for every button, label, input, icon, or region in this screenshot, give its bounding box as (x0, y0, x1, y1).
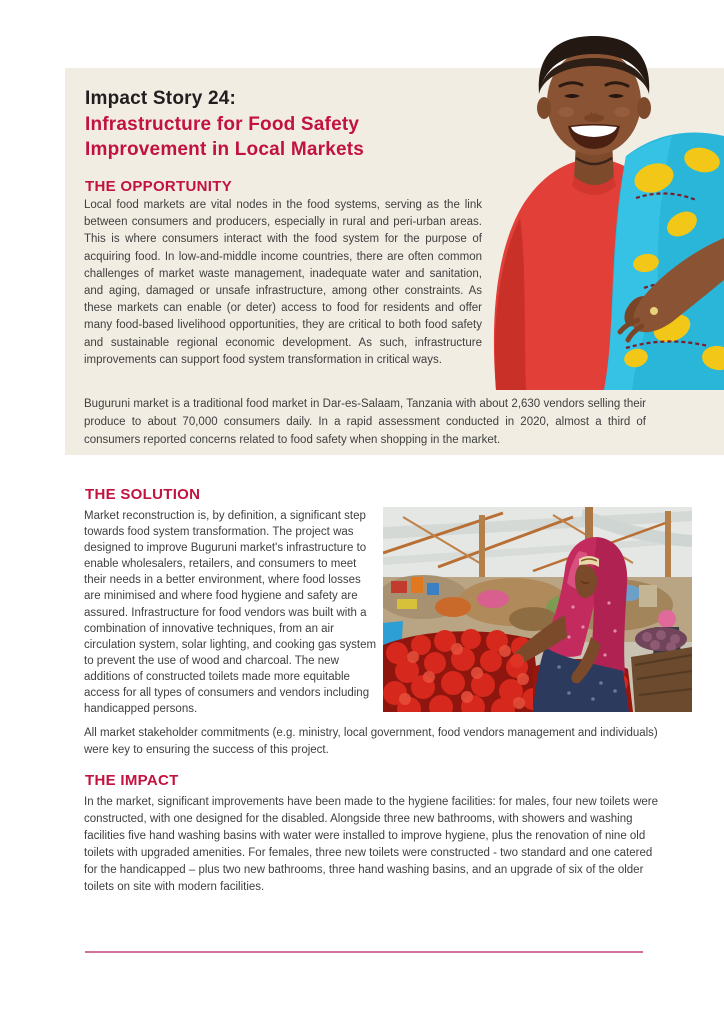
solution-body: Market reconstruction is, by definition, a significant step towards food system transformation. The project was designed to improve Buguruni market's infrastructure to enable wholesalers, retailers, and consumers to meet their needs in a better environment, where food losses are minimised and where food hygiene and safety are assured. Infrastructure for food vendors was built with a combination of innovative techniques, from an air circulation system, solar lighting, and cooking gas system to prevent the use of wood and charcoal. The new additions of constructed toilets made more equitable access for all types of consumers and vendors including handicapped persons. (84, 510, 377, 716)
opportunity-heading: THE OPPORTUNITY (85, 178, 233, 195)
page-subtitle-line2: Improvement in Local Markets (85, 139, 365, 160)
solution-stakeholders-note: All market stakeholder commitments (e.g. ministry, local government, food vendors management and individuals) were key to ensuring the success of this project. (84, 727, 658, 756)
impact-heading: THE IMPACT (85, 772, 179, 789)
opportunity-highlight: Buguruni market is a traditional food market in Dar-es-Salaam, Tanzania with about 2,630 vendors selling their produce to about 70,000 consumers daily. In a rapid assessment conducted in 2020, almost a third of consumers reported concerns related to food safety when shopping in the market. (84, 398, 646, 446)
opportunity-body: Local food markets are vital nodes in the food systems, serving as the link between consumers and producers, especially in rural and peri-urban areas. This is where consumers interact with the food system for the purpose of acquiring food. In low-and-middle income countries, there are often common challenges of market waste management, inadequate water and sanitation, and aging, damaged or unsafe infrastructure, among other constraints. As these markets can enable (or deter) access to food for residents and offer many food-based livelihood opportunities, they are critical to both food safety and sustainable regional economic development. As such, infrastructure improvements can support food system transformation in critical ways. (84, 199, 482, 366)
page-subtitle-line1: Infrastructure for Food Safety (85, 114, 360, 135)
page-title: Impact Story 24: (85, 88, 237, 109)
vendor-portrait-image (476, 28, 724, 390)
footer-divider (85, 951, 643, 953)
impact-body: In the market, significant improvements have been made to the hygiene facilities: for males, four new toilets were constructed, with one designed for the disabled. Alongside three new bathrooms, with showers and washing facilities five hand washing basins with water were installed to improve hygiene, plus the renovation of nine old toilets with upgraded amenities. For females, three new toilets were constructed - two standard and one catered for the handicapped – plus two new bathrooms, three hand washing basins, and an upgrade of six of the older toilets on site with modern facilities. (84, 796, 659, 893)
solution-heading: THE SOLUTION (85, 486, 201, 503)
title-block (85, 86, 485, 162)
market-photo-image (383, 507, 692, 712)
